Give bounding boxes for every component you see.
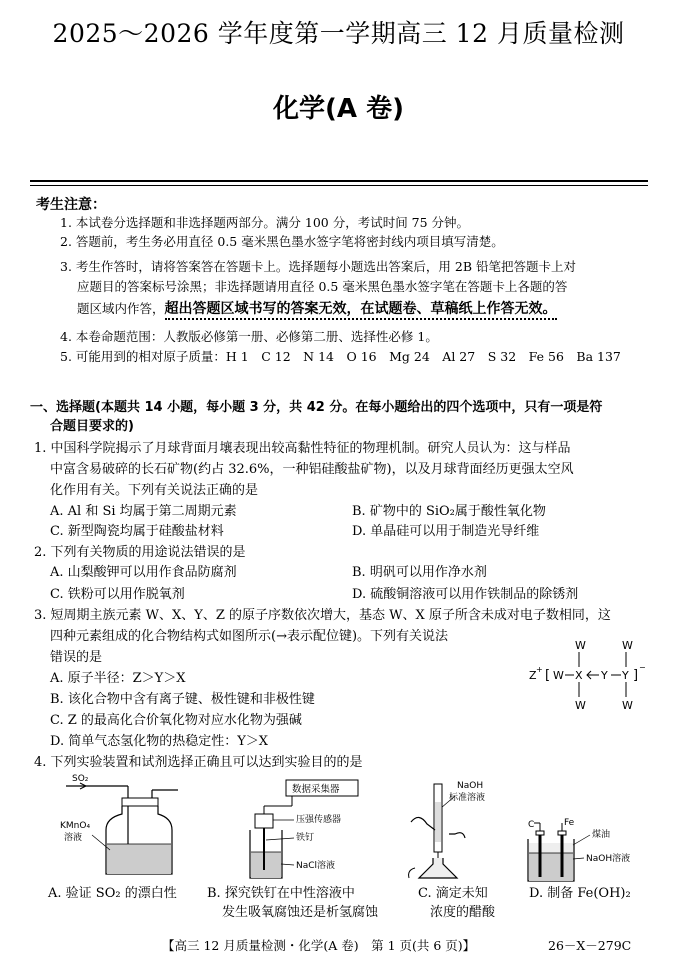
q1-option-a: A. Al 和 Si 均属于第二周期元素 <box>50 504 237 519</box>
q2-option-d: D. 硫酸铜溶液可以用作铁制品的除锈剂 <box>352 587 579 602</box>
q3-option-a: A. 原子半径：Z＞Y＞X <box>50 671 186 686</box>
q1-option-c: C. 新型陶瓷均属于硅酸盐材料 <box>50 524 224 539</box>
notice-item-2: 2. 答题前，考生务必用直径 0.5 毫米黑色墨水签字笔将密封线内项目填写清楚。 <box>60 234 504 249</box>
q4-figure-d-caption: D. 制备 Fe(OH)₂ <box>529 886 631 901</box>
q2-option-a: A. 山梨酸钾可以用作食品防腐剂 <box>50 565 237 580</box>
struct-w-bot1: W <box>575 699 586 712</box>
notice-item-5: 5. 可能用到的相对原子质量：H 1 C 12 N 14 O 16 Mg 24 Al 27 S 32 Fe 56 Ba 137 <box>60 349 621 364</box>
figc-label-naoh: NaOH <box>457 781 484 791</box>
q3-option-c: C. Z 的最高化合价氧化物对应水化物为强碱 <box>50 713 302 728</box>
notice-item-3-cont: 应题目的答案标号涂黑；非选择题请用直径 0.5 毫米黑色墨水签字笔在答题卡上各题的答 <box>77 279 568 294</box>
q2-option-c: C. 铁粉可以用作脱氧剂 <box>50 587 185 602</box>
struct-z: Z <box>529 669 537 682</box>
struct-w-bot2: W <box>622 699 633 712</box>
struct-minus: − <box>639 663 646 672</box>
struct-z-plus: + <box>536 665 543 674</box>
struct-y1: Y <box>601 669 608 682</box>
notice-heading: 考生注意： <box>36 197 106 213</box>
q1-stem-line1: 1. 中国科学院揭示了月球背面月壤表现出较高黏性特征的物理机制。研究人员认为：这与样品 <box>34 441 571 456</box>
q3-stem-line1: 3. 短周期主族元素 W、X、Y、Z 的原子序数依次增大，基态 W、X 原子所含未成对电子数相同，这 <box>34 608 611 623</box>
q3-structure-diagram <box>525 636 655 714</box>
figa-reagent-label1: KMnO₄ <box>60 821 91 831</box>
q1-option-d: D. 单晶硅可以用于制造光导纤维 <box>352 524 540 539</box>
section-title-line2: 合题目要求的) <box>50 419 134 434</box>
struct-w-top2: W <box>622 639 633 652</box>
q3-stem-line2: 四种元素组成的化合物结构式如图所示(→表示配位键)。下列有关说法 <box>50 629 449 644</box>
q1-stem-line3: 化作用有关。下列有关说法正确的是 <box>50 483 259 498</box>
footer-page-info: 【高三 12 月质量检测・化学(A 卷) 第 1 页(共 6 页)】 <box>162 938 476 953</box>
q4-figure-c-caption-line1: C. 滴定未知 <box>418 886 488 901</box>
footer-code: 26－X－279C <box>548 938 632 953</box>
figd-label-oil: 煤油 <box>592 830 611 840</box>
q3-option-b: B. 该化合物中含有离子键、极性键和非极性键 <box>50 692 315 707</box>
notice-item-4: 4. 本卷命题范围：人教版必修第一册、必修第二册、选择性必修 1。 <box>60 329 438 344</box>
notice-item-3-cont2 <box>77 299 557 319</box>
q4-figure-c-caption-line2: 浓度的醋酸 <box>430 905 496 920</box>
q4-figure-c <box>405 778 505 882</box>
q4-stem: 4. 下列实验装置和试剂选择正确且可以达到实验目的的是 <box>34 755 363 770</box>
notice-item-3-tail: 题区域内作答， <box>77 301 165 316</box>
q1-stem-line2: 中富含易破碎的长石矿物(约占 32.6%，一种铝硅酸盐矿物)，以及月球背面经历更强太空风 <box>50 462 574 477</box>
header-rule-thin <box>30 185 648 186</box>
figb-label-sensor: 压强传感器 <box>296 815 342 825</box>
q4-figure-b <box>238 778 363 882</box>
exam-title: 2025～2026 学年度第一学期高三 12 月质量检测 <box>52 19 625 48</box>
figa-reagent-label2: 溶液 <box>64 833 83 843</box>
struct-w-top1: W <box>575 639 586 652</box>
struct-w-left: W <box>553 669 564 682</box>
q4-figure-b-caption-line1: B. 探究铁钉在中性溶液中 <box>207 886 355 901</box>
notice-item-3: 3. 考生作答时，请将答案答在答题卡上。选择题每小题选出答案后，用 2B 铅笔把答题卡上对 <box>60 259 576 274</box>
notice-emphasis: 超出答题区域书写的答案无效，在试题卷、草稿纸上作答无效。 <box>165 301 557 320</box>
figd-label-solution: NaOH溶液 <box>586 854 631 864</box>
q4-figure-a-caption: A. 验证 SO₂ 的漂白性 <box>48 886 177 901</box>
header-rule-thick <box>30 180 648 182</box>
figb-label-nail: 铁钉 <box>296 833 315 843</box>
figb-box-label: 数据采集器 <box>292 784 340 795</box>
q4-figure-b-caption-line2: 发生吸氧腐蚀还是析氢腐蚀 <box>222 905 379 920</box>
figc-label-standard: 标准溶液 <box>449 793 486 803</box>
figa-gas-label: SO₂ <box>72 774 89 784</box>
q4-figure-d <box>524 815 654 885</box>
notice-item-1: 1. 本试卷分选择题和非选择题两部分。满分 100 分，考试时间 75 分钟。 <box>60 215 470 230</box>
exam-subtitle: 化学(A 卷) <box>273 94 404 124</box>
q4-figure-a <box>60 770 190 882</box>
q2-option-b: B. 明矾可以用作净水剂 <box>352 565 487 580</box>
q1-option-b: B. 矿物中的 SiO₂属于酸性氧化物 <box>352 504 546 519</box>
figd-label-fe: Fe <box>564 818 575 828</box>
figd-label-c: C <box>528 820 535 830</box>
struct-bracket-left: [ <box>545 668 551 683</box>
q3-option-d: D. 简单气态氢化物的热稳定性：Y＞X <box>50 734 269 749</box>
q3-stem-line3: 错误的是 <box>50 650 103 665</box>
struct-bracket-right: ] <box>633 668 639 683</box>
struct-x: X <box>575 669 583 682</box>
q2-stem: 2. 下列有关物质的用途说法错误的是 <box>34 545 246 560</box>
section-title-line1: 一、选择题(本题共 14 小题，每小题 3 分，共 42 分。在每小题给出的四个选项中，只有一项是符 <box>30 400 603 415</box>
figb-label-solution: NaCl溶液 <box>296 861 336 871</box>
struct-y2: Y <box>622 669 629 682</box>
